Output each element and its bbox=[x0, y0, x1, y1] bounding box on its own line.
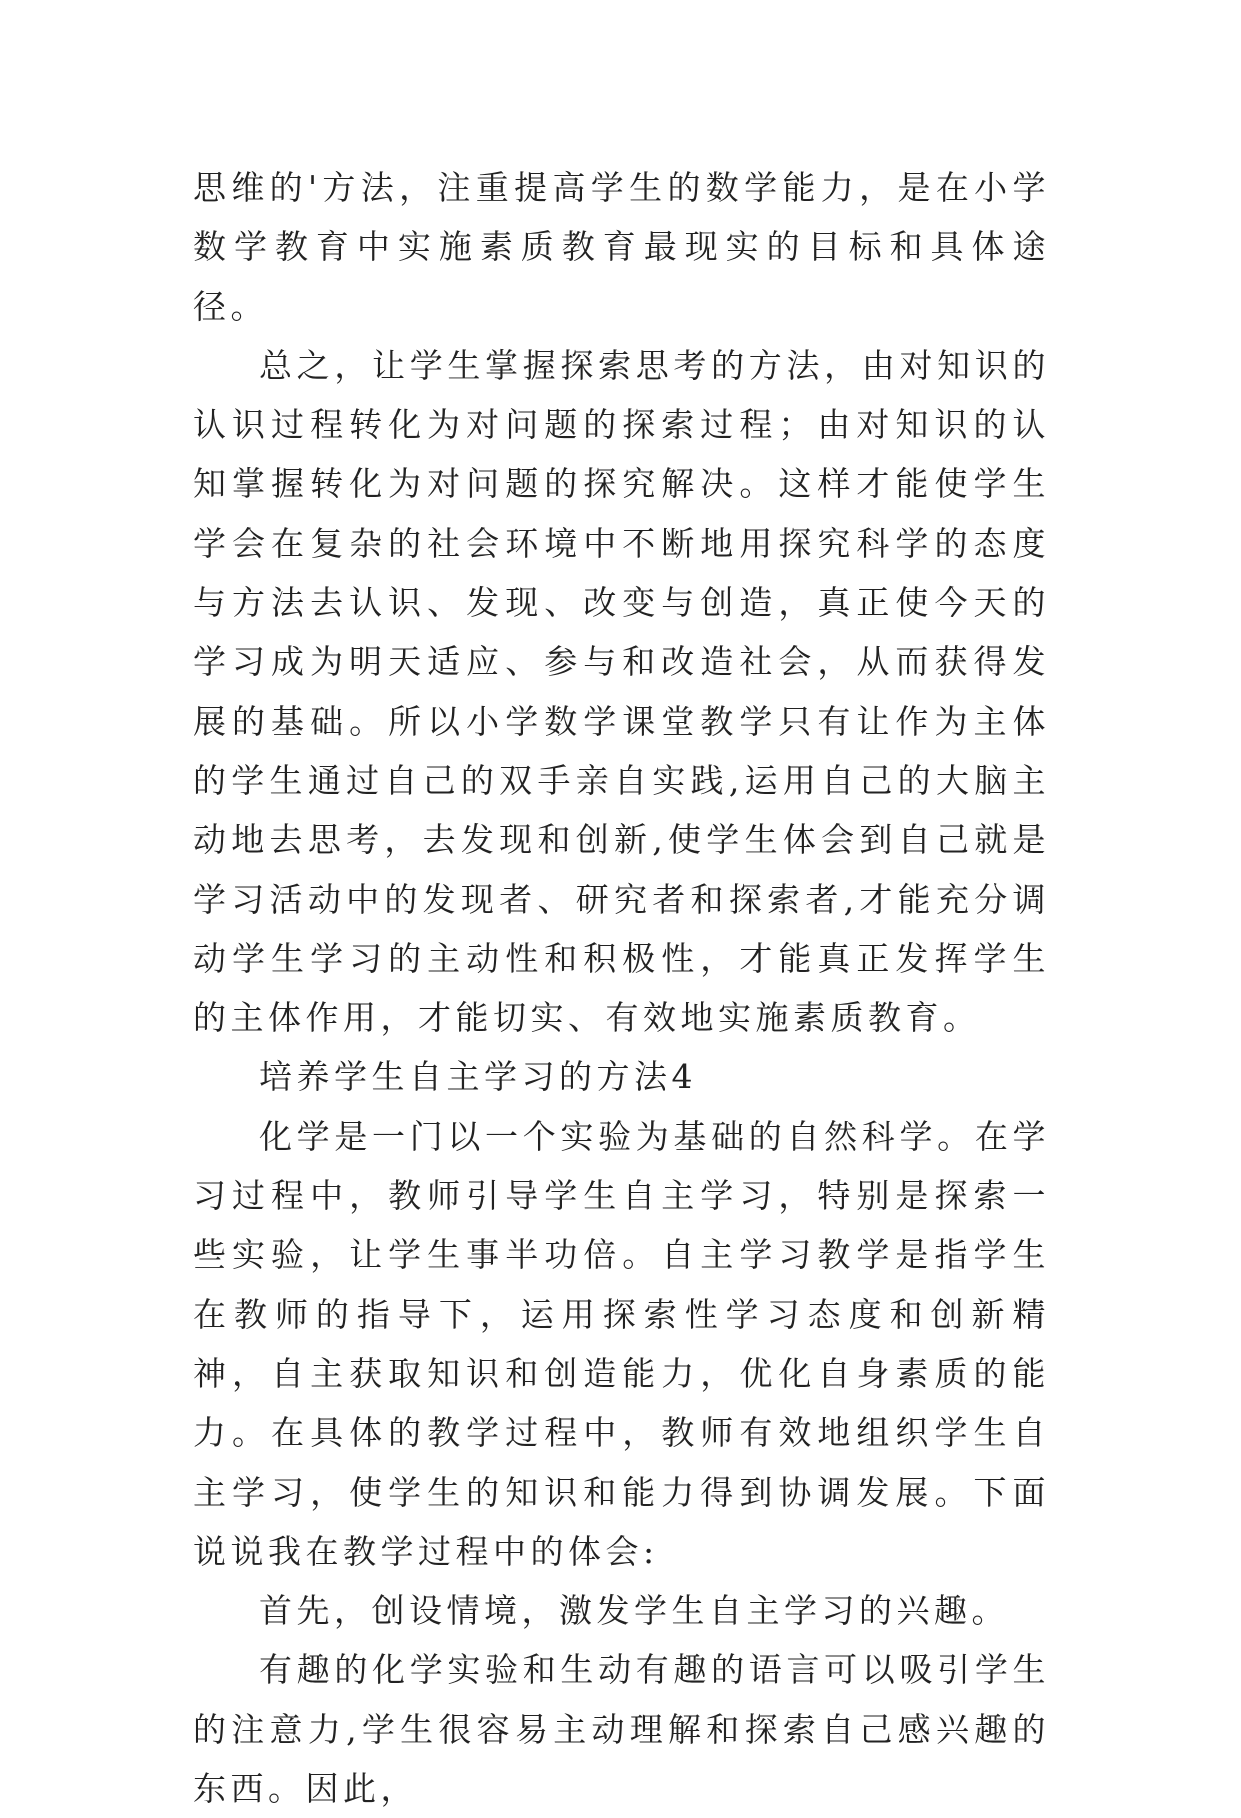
document-body bbox=[193, 158, 1050, 1818]
paragraph-5: 有趣的化学实验和生动有趣的语言可以吸引学生的注意力,学生很容易主动理解和探索自己感兴趣的东西。因此， bbox=[193, 1650, 1050, 1809]
paragraph-3: 化学是一门以一个实验为基础的自然科学。在学习过程中，教师引导学生自主学习，特别是探索一些实验，让学生事半功倍。自主学习教学是指学生在教师的指导下，运用探索性学习态度和创新精神，自主获取知识和创造能力，优化自身素质的能力。在具体的教学过程中，教师有效地组织学生自主学习，使学生的知识和能力得到协调发展。下面说说我在教学过程中的体会: bbox=[193, 1116, 1050, 1571]
section-heading: 培养学生自主学习的方法4 bbox=[259, 1057, 697, 1097]
paragraph-4: 首先，创设情境，激发学生自主学习的兴趣。 bbox=[259, 1591, 1009, 1631]
paragraph-1: 思维的'方法，注重提高学生的数学能力，是在小学数学教育中实施素质教育最现实的目标和具体途径。 bbox=[193, 168, 1050, 326]
paragraph-2: 总之，让学生掌握探索思考的方法，由对知识的认识过程转化为对问题的探索过程；由对知识的认知掌握转化为对问题的探究解决。这样才能使学生学会在复杂的社会环境中不断地用探究科学的态度与方法去认识、发现、改变与创造，真正使今天的学习成为明天适应、参与和改造社会，从而获得发展的基础。所以小学数学课堂教学只有让作为主体的学生通过自己的双手亲自实践,运用自己的大脑主动地去思考，去发现和创新,使学生体会到自己就是学习活动中的发现者、研究者和探索者,才能充分调动学生学习的主动性和积极性，才能真正发挥学生的主体作用，才能切实、有效地实施素质教育。 bbox=[193, 345, 1050, 1038]
